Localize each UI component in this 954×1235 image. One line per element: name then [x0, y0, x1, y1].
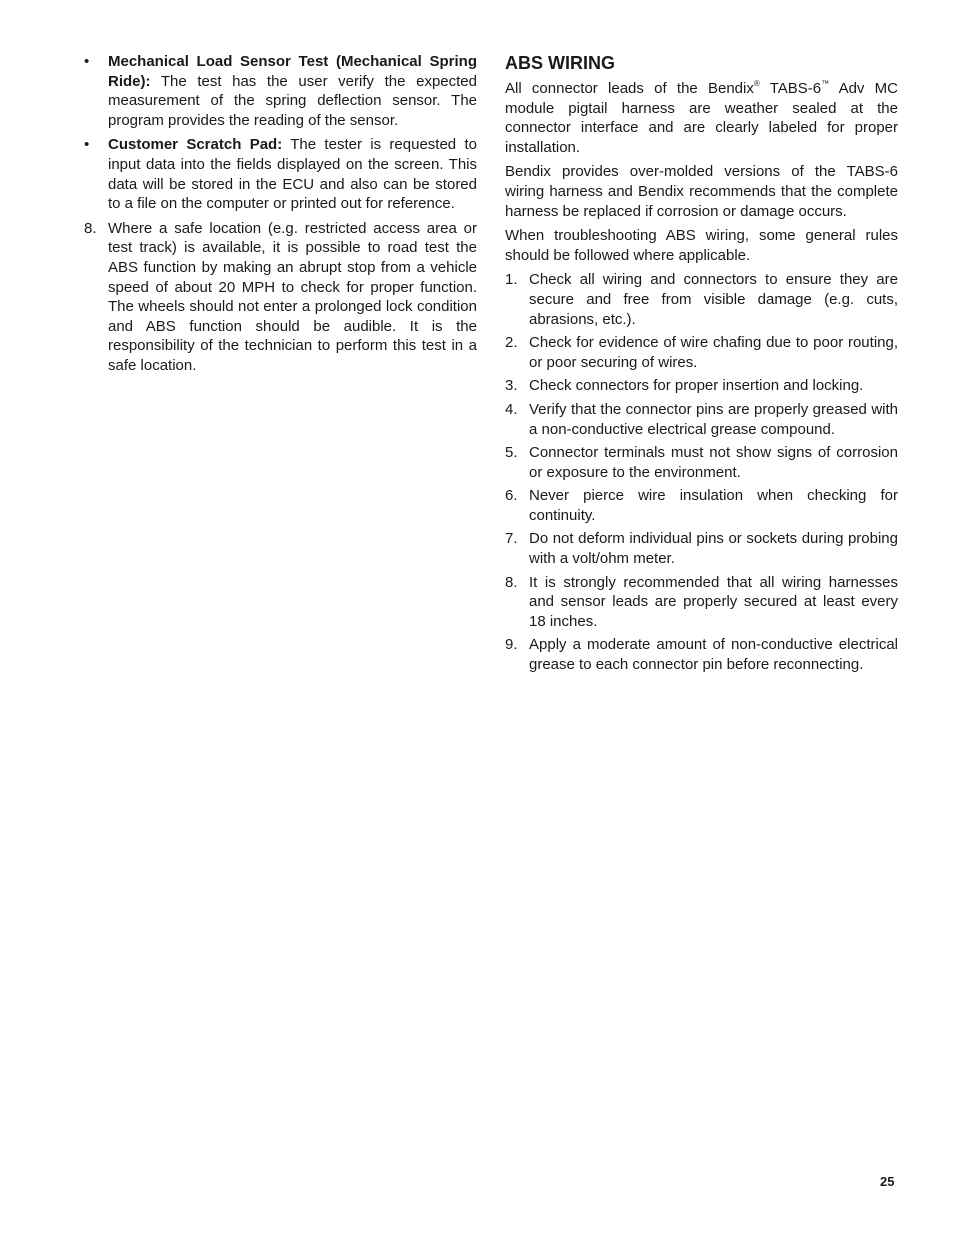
- step-number: 8.: [84, 219, 97, 237]
- rule-text: Never pierce wire insulation when checking for continuity.: [529, 487, 898, 524]
- trademark-mark: ™: [821, 79, 830, 88]
- troubleshooting-paragraph: When troubleshooting ABS wiring, some general rules should be followed where applicable.: [505, 227, 898, 264]
- test-bullet-list: [84, 52, 477, 214]
- bullet-title: Customer Scratch Pad:: [108, 136, 283, 154]
- step-8: [84, 219, 477, 376]
- rule-text: Check for evidence of wire chafing due to poor routing, or poor securing of wires.: [529, 334, 898, 371]
- rule-number: 3.: [505, 377, 518, 395]
- rule-text: Connector terminals must not show signs of corrosion or exposure to the environment.: [529, 444, 898, 481]
- list-item: [505, 486, 898, 525]
- rule-number: 9.: [505, 636, 518, 654]
- rule-text: Apply a moderate amount of non-conductive electrical grease to each connector pin before reconnecting.: [529, 636, 898, 674]
- rule-number: 1.: [505, 271, 518, 289]
- section-heading: ABS WIRING: [505, 53, 615, 73]
- rule-text: Check all wiring and connectors to ensure they are secure and free from visible damage (e.g. cuts, abrasions, etc.).: [529, 271, 898, 328]
- intro-text-2: TABS-6: [759, 80, 822, 97]
- rule-text: Verify that the connector pins are properly greased with a non-conductive electrical grease compound.: [529, 400, 898, 438]
- rule-number: 8.: [505, 573, 518, 591]
- bullet-item-load-sensor-test: [84, 52, 477, 130]
- rule-text: Check connectors for proper insertion and locking.: [529, 377, 864, 395]
- list-item: [505, 400, 898, 439]
- bullet-item-scratch-pad: [84, 135, 477, 213]
- rule-number: 6.: [505, 487, 518, 505]
- rule-number: 4.: [505, 400, 518, 418]
- list-item: [505, 443, 898, 482]
- intro-text-3: Adv MC module pigtail harness are weather sealed at the connector interface and are clearly labeled for proper installation.: [505, 80, 898, 156]
- harness-paragraph: Bendix provides over-molded versions of the TABS-6 wiring harness and Bendix recommends that the complete harness be replaced if corrosion or damage occurs.: [505, 163, 898, 220]
- list-item: [505, 635, 898, 674]
- intro-text-1: All connector leads of the Bendix: [505, 80, 754, 97]
- bullet-title: Mechanical Load Sensor Test (Mechanical Spring Ride):: [108, 53, 477, 90]
- rule-text: It is strongly recommended that all wiring harnesses and sensor leads are properly secured at least every 18 inches.: [529, 573, 898, 630]
- list-item: [505, 573, 898, 632]
- right-column: [505, 52, 898, 679]
- intro-paragraph: [505, 79, 898, 157]
- list-item: [505, 376, 898, 396]
- left-column: [84, 52, 477, 376]
- registered-mark: ®: [753, 79, 760, 88]
- bullet-glyph: •: [84, 53, 90, 70]
- rule-number: 2.: [505, 334, 518, 352]
- rule-number: 5.: [505, 444, 518, 462]
- list-item: [505, 333, 898, 372]
- list-item: [505, 529, 898, 568]
- bullet-text: The test has the user verify the expected measurement of the spring deflection sensor. The program provides the reading of the sensor.: [108, 72, 477, 129]
- bullet-glyph: •: [84, 136, 90, 154]
- list-item: [505, 270, 898, 329]
- page-number: 25: [880, 1174, 895, 1189]
- step-text: Where a safe location (e.g. restricted access area or test track) is available, it is possible to road test the ABS function by making an abrupt stop from a vehicle speed of about 20 MPH to check for proper function. The wheels should not enter a prolonged lock condition and ABS function should be audible. It is the responsibility of the technician to perform this test in a safe location.: [108, 219, 477, 374]
- rule-number: 7.: [505, 530, 518, 548]
- rule-text: Do not deform individual pins or sockets during probing with a volt/ohm meter.: [529, 530, 898, 568]
- bullet-text: The tester is requested to input data into the fields displayed on the screen. This data will be stored in the ECU and also can be stored to a file on the computer or printed out for reference.: [108, 136, 477, 213]
- wiring-rules-list: [505, 270, 898, 674]
